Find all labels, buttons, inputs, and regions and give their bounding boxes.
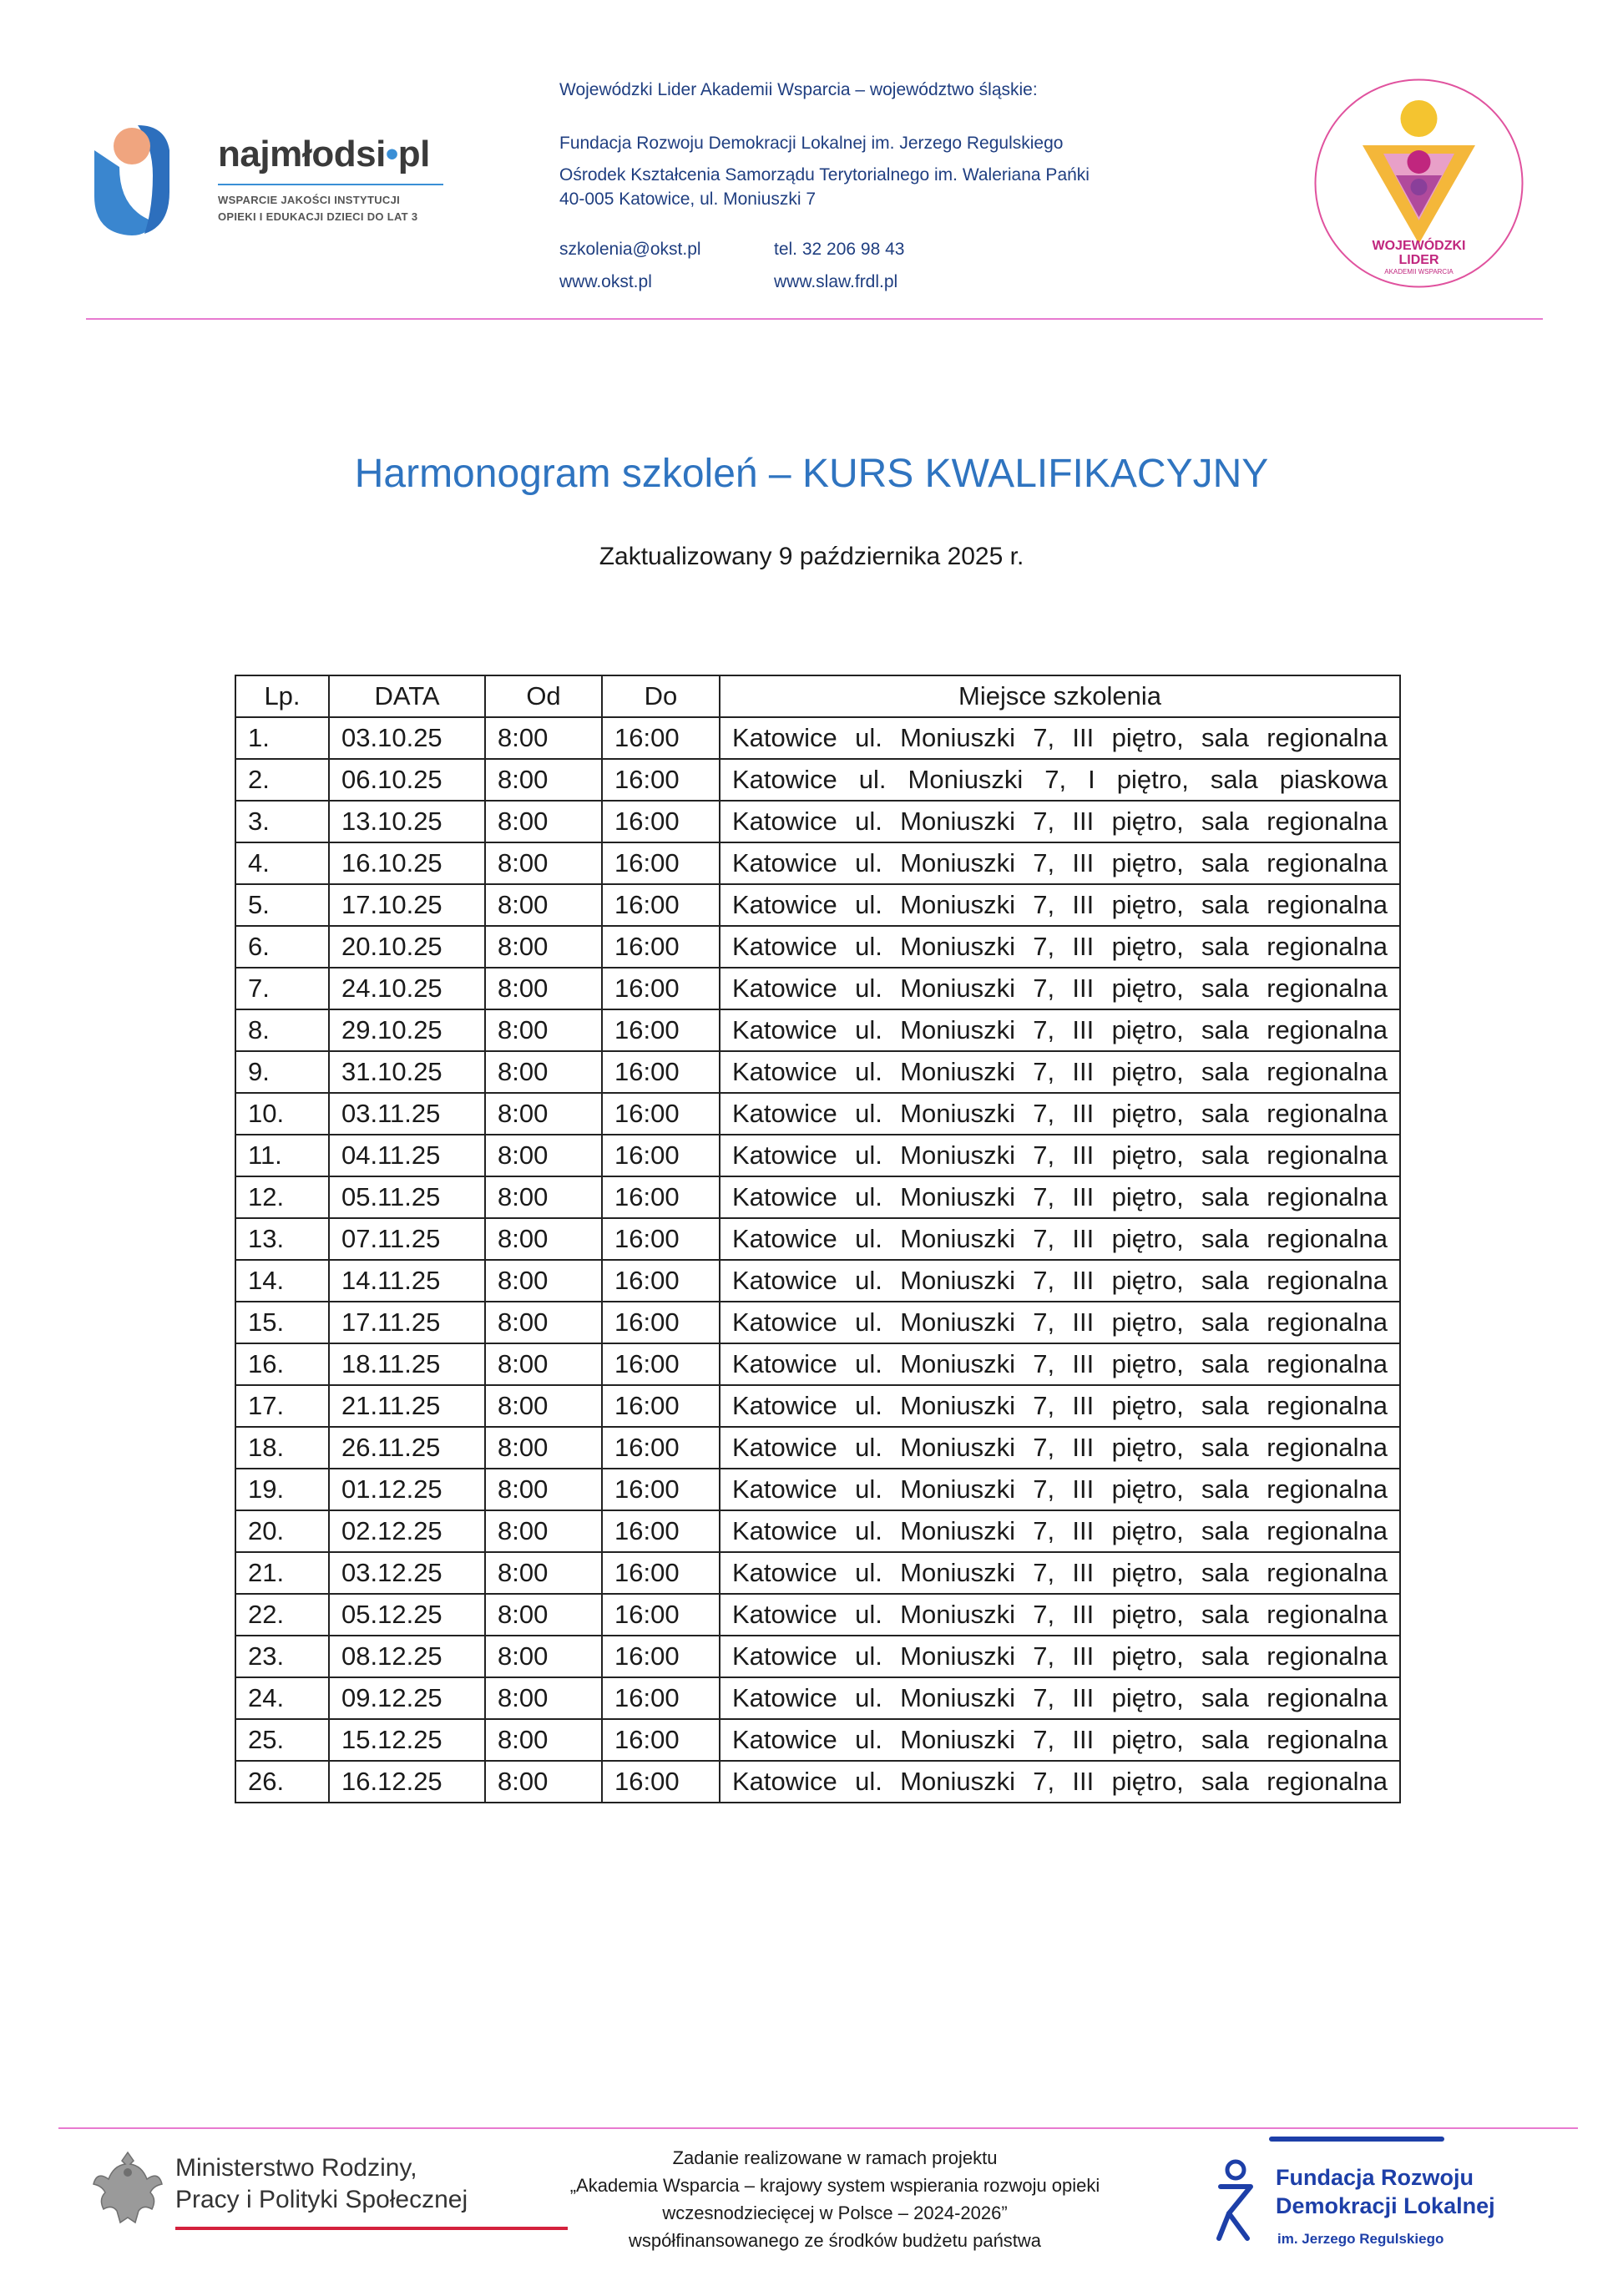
- cell-from: 8:00: [485, 1176, 602, 1218]
- cell-lp: 3.: [235, 801, 329, 842]
- table-row: [235, 1343, 1400, 1385]
- cell-lp: 1.: [235, 717, 329, 759]
- cell-to: 16:00: [602, 1594, 720, 1636]
- badge-line-2: LIDER: [1398, 253, 1439, 267]
- polish-eagle-icon: [92, 2146, 164, 2229]
- frdl-logo: [1211, 2133, 1561, 2246]
- cell-from: 8:00: [485, 842, 602, 884]
- cell-lp: 22.: [235, 1594, 329, 1636]
- cell-date: 08.12.25: [329, 1636, 485, 1677]
- cell-date: 16.12.25: [329, 1761, 485, 1803]
- cell-to: 16:00: [602, 1677, 720, 1719]
- header-phone: tel. 32 206 98 43: [774, 240, 905, 259]
- cell-date: 01.12.25: [329, 1469, 485, 1510]
- frdl-logo-bar: [1269, 2137, 1444, 2142]
- cell-place: Katowice ul. Moniuszki 7, III piętro, sala regionalna: [720, 1510, 1400, 1552]
- cell-date: 13.10.25: [329, 801, 485, 842]
- brand-divider: [218, 184, 443, 185]
- brand-name: najmłodsi•pl: [218, 134, 430, 174]
- cell-place: Katowice ul. Moniuszki 7, III piętro, sala regionalna: [720, 926, 1400, 968]
- cell-to: 16:00: [602, 759, 720, 801]
- cell-lp: 8.: [235, 1009, 329, 1051]
- cell-date: 04.11.25: [329, 1135, 485, 1176]
- cell-date: 07.11.25: [329, 1218, 485, 1260]
- cell-lp: 23.: [235, 1636, 329, 1677]
- cell-to: 16:00: [602, 842, 720, 884]
- cell-to: 16:00: [602, 968, 720, 1009]
- cell-date: 03.12.25: [329, 1552, 485, 1594]
- cell-place: Katowice ul. Moniuszki 7, III piętro, sala regionalna: [720, 1427, 1400, 1469]
- header-address: 40-005 Katowice, ul. Moniuszki 7: [559, 190, 816, 209]
- cell-to: 16:00: [602, 1051, 720, 1093]
- cell-from: 8:00: [485, 1343, 602, 1385]
- header-email-link[interactable]: szkolenia@okst.pl: [559, 240, 701, 259]
- project-line-2: „Akademia Wsparcia – krajowy system wspierania rozwoju opieki: [569, 2175, 1100, 2196]
- cell-to: 16:00: [602, 1552, 720, 1594]
- cell-to: 16:00: [602, 1176, 720, 1218]
- cell-lp: 17.: [235, 1385, 329, 1427]
- cell-from: 8:00: [485, 1510, 602, 1552]
- header-org-2: Ośrodek Kształcenia Samorządu Terytorialnego im. Waleriana Pańki: [559, 165, 1090, 185]
- cell-from: 8:00: [485, 968, 602, 1009]
- cell-lp: 16.: [235, 1343, 329, 1385]
- cell-date: 05.12.25: [329, 1594, 485, 1636]
- cell-from: 8:00: [485, 759, 602, 801]
- wojewodzki-lider-badge: [1312, 77, 1525, 290]
- cell-to: 16:00: [602, 1761, 720, 1803]
- header-divider: [86, 318, 1543, 320]
- table-row: [235, 884, 1400, 926]
- cell-from: 8:00: [485, 1009, 602, 1051]
- cell-to: 16:00: [602, 1385, 720, 1427]
- cell-place: Katowice ul. Moniuszki 7, III piętro, sala regionalna: [720, 1218, 1400, 1260]
- cell-place: Katowice ul. Moniuszki 7, I piętro, sala piaskowa: [720, 759, 1400, 801]
- cell-place: Katowice ul. Moniuszki 7, III piętro, sala regionalna: [720, 968, 1400, 1009]
- cell-place: Katowice ul. Moniuszki 7, III piętro, sala regionalna: [720, 801, 1400, 842]
- badge-line-3: AKADEMII WSPARCIA: [1384, 268, 1454, 276]
- frdl-name-line-1: Fundacja Rozwoju: [1276, 2165, 1474, 2190]
- cell-place: Katowice ul. Moniuszki 7, III piętro, sala regionalna: [720, 1343, 1400, 1385]
- column-header-od: Od: [485, 675, 602, 717]
- table-body: [235, 717, 1400, 1803]
- table-row: [235, 1135, 1400, 1176]
- table-row: [235, 1051, 1400, 1093]
- table-row: [235, 1761, 1400, 1803]
- cell-place: Katowice ul. Moniuszki 7, III piętro, sala regionalna: [720, 842, 1400, 884]
- cell-from: 8:00: [485, 1719, 602, 1761]
- cell-to: 16:00: [602, 1302, 720, 1343]
- table-row: [235, 801, 1400, 842]
- cell-from: 8:00: [485, 1302, 602, 1343]
- table-row: [235, 717, 1400, 759]
- ministry-logo: [92, 2146, 484, 2229]
- table-row: [235, 759, 1400, 801]
- project-line-1: Zadanie realizowane w ramach projektu: [672, 2147, 998, 2168]
- document-title: Harmonogram szkoleń – KURS KWALIFIKACYJNY: [354, 452, 1269, 496]
- table-row: [235, 1302, 1400, 1343]
- cell-lp: 12.: [235, 1176, 329, 1218]
- cell-place: Katowice ul. Moniuszki 7, III piętro, sala regionalna: [720, 1636, 1400, 1677]
- cell-to: 16:00: [602, 1135, 720, 1176]
- cell-from: 8:00: [485, 1761, 602, 1803]
- header-org-1: Fundacja Rozwoju Demokracji Lokalnej im. Jerzego Regulskiego: [559, 134, 1064, 153]
- column-header-miejsce: Miejsce szkolenia: [720, 675, 1400, 717]
- cell-to: 16:00: [602, 717, 720, 759]
- cell-date: 29.10.25: [329, 1009, 485, 1051]
- cell-place: Katowice ul. Moniuszki 7, III piętro, sala regionalna: [720, 1469, 1400, 1510]
- cell-from: 8:00: [485, 1218, 602, 1260]
- cell-to: 16:00: [602, 1510, 720, 1552]
- cell-from: 8:00: [485, 1093, 602, 1135]
- cell-date: 24.10.25: [329, 968, 485, 1009]
- cell-lp: 4.: [235, 842, 329, 884]
- cell-date: 17.10.25: [329, 884, 485, 926]
- table-row: [235, 1636, 1400, 1677]
- cell-date: 09.12.25: [329, 1677, 485, 1719]
- ministry-name-line-1: Ministerstwo Rodziny,: [175, 2154, 417, 2182]
- cell-from: 8:00: [485, 926, 602, 968]
- najmlodsi-leaf-icon: [86, 117, 178, 242]
- table-row: [235, 1260, 1400, 1302]
- cell-to: 16:00: [602, 801, 720, 842]
- table-header-row: [235, 675, 1400, 717]
- cell-from: 8:00: [485, 1260, 602, 1302]
- cell-lp: 11.: [235, 1135, 329, 1176]
- cell-from: 8:00: [485, 1552, 602, 1594]
- cell-date: 15.12.25: [329, 1719, 485, 1761]
- table-row: [235, 1510, 1400, 1552]
- table-row: [235, 1218, 1400, 1260]
- ministry-flag-stripe: [175, 2227, 568, 2230]
- table-row: [235, 1719, 1400, 1761]
- cell-date: 31.10.25: [329, 1051, 485, 1093]
- najmlodsi-logo: [86, 117, 453, 242]
- document-updated-date: Zaktualizowany 9 października 2025 r.: [599, 543, 1024, 570]
- cell-date: 02.12.25: [329, 1510, 485, 1552]
- cell-to: 16:00: [602, 1218, 720, 1260]
- header-website-2-link[interactable]: www.slaw.frdl.pl: [774, 272, 898, 291]
- cell-date: 06.10.25: [329, 759, 485, 801]
- cell-to: 16:00: [602, 1260, 720, 1302]
- cell-from: 8:00: [485, 1677, 602, 1719]
- project-info: [518, 2144, 1152, 2254]
- cell-date: 18.11.25: [329, 1343, 485, 1385]
- cell-date: 17.11.25: [329, 1302, 485, 1343]
- cell-lp: 5.: [235, 884, 329, 926]
- schedule-table: [235, 675, 1401, 1803]
- cell-date: 26.11.25: [329, 1427, 485, 1469]
- cell-date: 20.10.25: [329, 926, 485, 968]
- cell-lp: 13.: [235, 1218, 329, 1260]
- cell-lp: 26.: [235, 1761, 329, 1803]
- cell-place: Katowice ul. Moniuszki 7, III piętro, sala regionalna: [720, 1385, 1400, 1427]
- table-row: [235, 1469, 1400, 1510]
- cell-date: 14.11.25: [329, 1260, 485, 1302]
- header-website-1-link[interactable]: www.okst.pl: [559, 272, 652, 291]
- cell-from: 8:00: [485, 884, 602, 926]
- cell-place: Katowice ul. Moniuszki 7, III piętro, sala regionalna: [720, 884, 1400, 926]
- cell-place: Katowice ul. Moniuszki 7, III piętro, sala regionalna: [720, 1260, 1400, 1302]
- cell-lp: 2.: [235, 759, 329, 801]
- ministry-name-line-2: Pracy i Polityki Społecznej: [175, 2186, 468, 2213]
- column-header-data: DATA: [329, 675, 485, 717]
- cell-to: 16:00: [602, 1427, 720, 1469]
- cell-from: 8:00: [485, 1135, 602, 1176]
- table-row: [235, 1093, 1400, 1135]
- cell-place: Katowice ul. Moniuszki 7, III piętro, sala regionalna: [720, 1719, 1400, 1761]
- table-row: [235, 1176, 1400, 1218]
- cell-date: 05.11.25: [329, 1176, 485, 1218]
- table-row: [235, 1594, 1400, 1636]
- cell-place: Katowice ul. Moniuszki 7, III piętro, sala regionalna: [720, 1135, 1400, 1176]
- frdl-name-line-3: im. Jerzego Regulskiego: [1277, 2231, 1444, 2247]
- table-row: [235, 926, 1400, 968]
- brand-tagline: WSPARCIE JAKOŚCI INSTYTUCJI OPIEKI I EDUKACJI DZIECI DO LAT 3: [218, 194, 418, 223]
- cell-lp: 18.: [235, 1427, 329, 1469]
- cell-from: 8:00: [485, 1594, 602, 1636]
- cell-from: 8:00: [485, 801, 602, 842]
- cell-place: Katowice ul. Moniuszki 7, III piętro, sala regionalna: [720, 717, 1400, 759]
- cell-place: Katowice ul. Moniuszki 7, III piętro, sala regionalna: [720, 1176, 1400, 1218]
- frdl-name-line-2: Demokracji Lokalnej: [1276, 2193, 1495, 2218]
- cell-lp: 6.: [235, 926, 329, 968]
- cell-to: 16:00: [602, 1636, 720, 1677]
- cell-lp: 14.: [235, 1260, 329, 1302]
- cell-lp: 15.: [235, 1302, 329, 1343]
- cell-place: Katowice ul. Moniuszki 7, III piętro, sala regionalna: [720, 1552, 1400, 1594]
- cell-lp: 24.: [235, 1677, 329, 1719]
- cell-from: 8:00: [485, 1051, 602, 1093]
- cell-date: 03.10.25: [329, 717, 485, 759]
- table-row: [235, 1427, 1400, 1469]
- cell-lp: 20.: [235, 1510, 329, 1552]
- cell-place: Katowice ul. Moniuszki 7, III piętro, sala regionalna: [720, 1302, 1400, 1343]
- cell-lp: 7.: [235, 968, 329, 1009]
- cell-from: 8:00: [485, 717, 602, 759]
- cell-from: 8:00: [485, 1427, 602, 1469]
- cell-place: Katowice ul. Moniuszki 7, III piętro, sala regionalna: [720, 1009, 1400, 1051]
- cell-to: 16:00: [602, 1009, 720, 1051]
- cell-lp: 25.: [235, 1719, 329, 1761]
- table-row: [235, 1677, 1400, 1719]
- project-line-4: współfinansowanego ze środków budżetu państwa: [628, 2230, 1042, 2251]
- cell-lp: 10.: [235, 1093, 329, 1135]
- cell-from: 8:00: [485, 1636, 602, 1677]
- cell-to: 16:00: [602, 1093, 720, 1135]
- column-header-do: Do: [602, 675, 720, 717]
- cell-date: 03.11.25: [329, 1093, 485, 1135]
- footer-divider: [58, 2127, 1578, 2129]
- cell-place: Katowice ul. Moniuszki 7, III piętro, sala regionalna: [720, 1051, 1400, 1093]
- cell-place: Katowice ul. Moniuszki 7, III piętro, sala regionalna: [720, 1594, 1400, 1636]
- cell-to: 16:00: [602, 1469, 720, 1510]
- header-title: Wojewódzki Lider Akademii Wsparcia – województwo śląskie:: [559, 80, 1038, 99]
- project-line-3: wczesnodziecięcej w Polsce – 2024-2026”: [662, 2202, 1008, 2223]
- cell-lp: 9.: [235, 1051, 329, 1093]
- badge-line-1: WOJEWÓDZKI: [1372, 239, 1466, 253]
- cell-lp: 19.: [235, 1469, 329, 1510]
- cell-lp: 21.: [235, 1552, 329, 1594]
- table-row: [235, 1552, 1400, 1594]
- cell-place: Katowice ul. Moniuszki 7, III piętro, sala regionalna: [720, 1093, 1400, 1135]
- cell-place: Katowice ul. Moniuszki 7, III piętro, sala regionalna: [720, 1761, 1400, 1803]
- cell-date: 16.10.25: [329, 842, 485, 884]
- cell-place: Katowice ul. Moniuszki 7, III piętro, sala regionalna: [720, 1677, 1400, 1719]
- cell-to: 16:00: [602, 884, 720, 926]
- table-row: [235, 1385, 1400, 1427]
- frdl-figure-icon: [1211, 2158, 1261, 2242]
- table-row: [235, 1009, 1400, 1051]
- cell-to: 16:00: [602, 926, 720, 968]
- cell-to: 16:00: [602, 1719, 720, 1761]
- table-row: [235, 842, 1400, 884]
- cell-from: 8:00: [485, 1385, 602, 1427]
- table-row: [235, 968, 1400, 1009]
- column-header-lp: Lp.: [235, 675, 329, 717]
- cell-date: 21.11.25: [329, 1385, 485, 1427]
- cell-to: 16:00: [602, 1343, 720, 1385]
- cell-from: 8:00: [485, 1469, 602, 1510]
